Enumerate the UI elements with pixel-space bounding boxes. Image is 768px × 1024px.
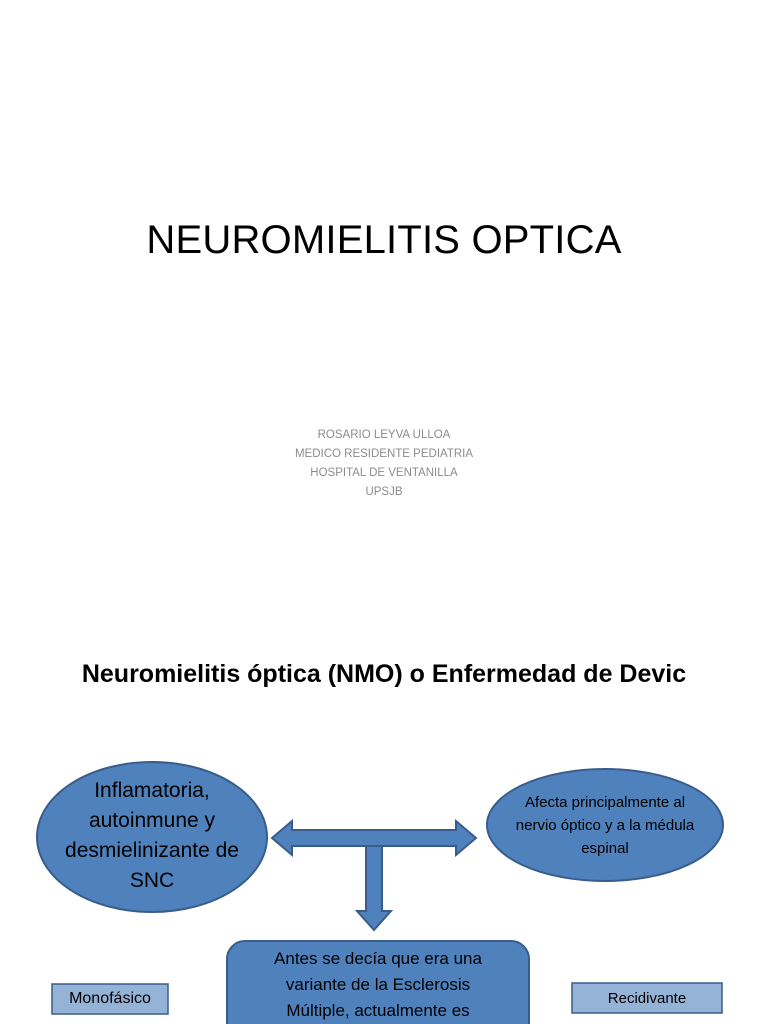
down-arrow	[357, 846, 391, 930]
left-ellipse-line: Inflamatoria,	[94, 779, 210, 802]
monofasico-label: Monofásico	[69, 990, 151, 1007]
left-ellipse-line: desmielinizante de	[65, 839, 239, 862]
right-ellipse-line: nervio óptico y a la médula	[515, 816, 695, 834]
center-box-line: Múltiple, actualmente es	[286, 1001, 470, 1020]
slide-heading: Neuromielitis óptica (NMO) o Enfermedad de Devic	[81, 660, 687, 688]
recidivante-label: Recidivante	[607, 989, 687, 1007]
left-ellipse-text	[38, 761, 266, 911]
center-box-line: Antes se decía que era una	[274, 949, 482, 968]
right-ellipse-text	[490, 770, 720, 880]
left-ellipse-line: autoinmune y	[88, 809, 216, 832]
author-hospital: HOSPITAL DE VENTANILLA	[310, 467, 458, 479]
author-university: UPSJB	[365, 486, 403, 498]
slide-title: NEUROMIELITIS OPTICA	[146, 218, 622, 262]
left-ellipse-line: SNC	[129, 869, 175, 892]
right-ellipse-line: Afecta principalmente al	[524, 793, 686, 811]
right-ellipse-line: espinal	[581, 839, 629, 857]
content-slide	[0, 576, 768, 1024]
center-box-text	[232, 946, 524, 1024]
author-name: ROSARIO LEYVA ULLOA	[317, 429, 451, 441]
author-role: MEDICO RESIDENTE PEDIATRIA	[294, 448, 474, 460]
slide-subtitle	[0, 426, 768, 502]
center-box-line: variante de la Esclerosis	[285, 975, 471, 994]
